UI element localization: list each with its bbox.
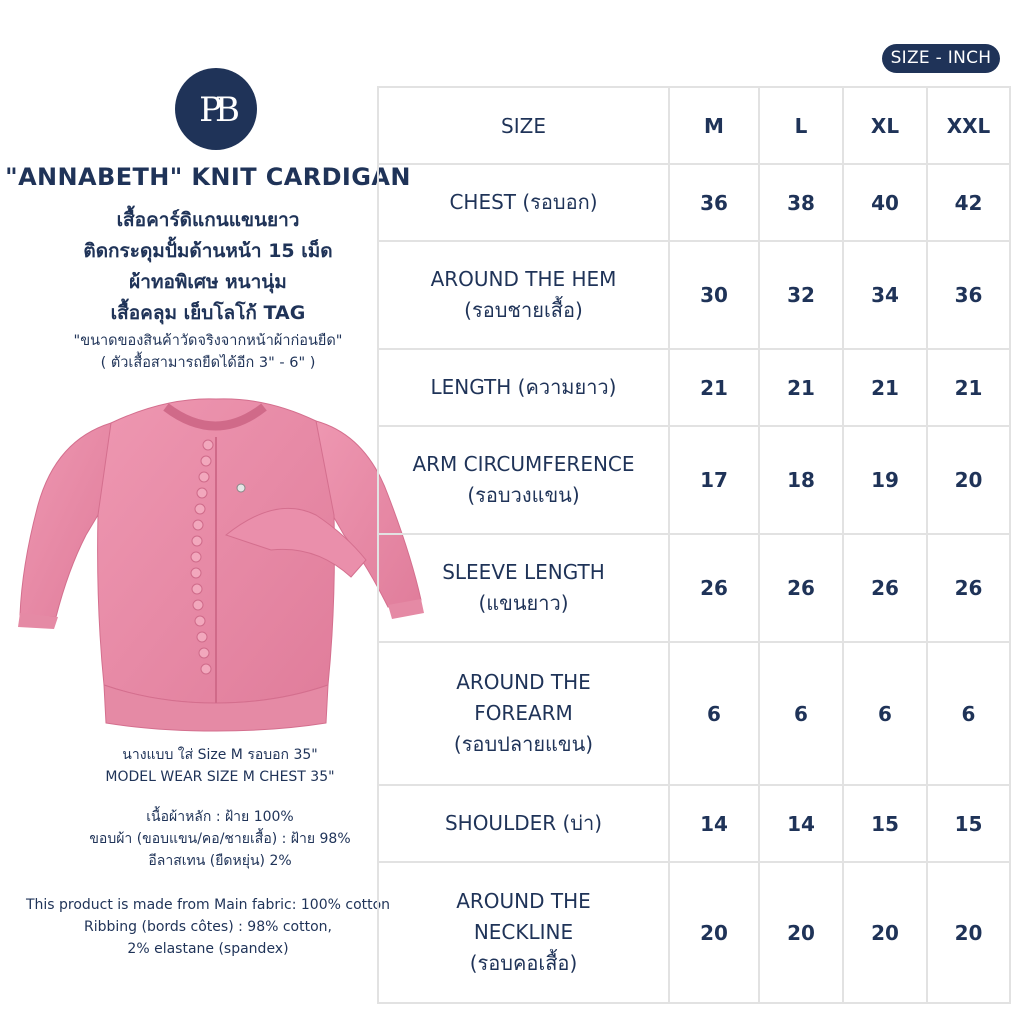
- measure-label: LENGTH (ความยาว): [378, 349, 669, 426]
- fabric-line: ขอบผ้า (ขอบแขน/คอ/ชายเสื้อ) : ฝ้าย 98%: [89, 831, 351, 847]
- model-info-line: นางแบบ ใส่ Size M รอบอก 35": [122, 747, 318, 763]
- table-cell: 38: [759, 164, 843, 241]
- table-cell: 26: [843, 534, 927, 642]
- table-cell: 17: [669, 426, 759, 534]
- fabric-line: 2% elastane (spandex): [127, 941, 289, 957]
- table-cell: 21: [669, 349, 759, 426]
- description-line: ติดกระดุมปั้มด้านหน้า 15 เม็ด: [83, 240, 333, 262]
- fabric-info-english: [0, 894, 416, 960]
- table-cell: 34: [843, 241, 927, 349]
- table-cell: 20: [843, 862, 927, 1003]
- table-cell: 21: [843, 349, 927, 426]
- table-cell: 20: [669, 862, 759, 1003]
- table-cell: 6: [759, 642, 843, 785]
- product-photo: [16, 385, 424, 735]
- table-cell: 26: [669, 534, 759, 642]
- description-line: เสื้อคลุม เย็บโลโก้ TAG: [110, 302, 306, 324]
- table-cell: 20: [759, 862, 843, 1003]
- table-cell: 26: [759, 534, 843, 642]
- table-cell: 30: [669, 241, 759, 349]
- unit-badge: SIZE - INCH: [882, 44, 1000, 73]
- size-chart-table: [377, 86, 1011, 1004]
- description-line: เสื้อคาร์ดิแกนแขนยาว: [116, 209, 300, 231]
- table-row: [378, 426, 1010, 534]
- table-cell: 32: [759, 241, 843, 349]
- table-header-row: [378, 87, 1010, 164]
- model-info: [0, 744, 440, 788]
- table-cell: 15: [927, 785, 1010, 862]
- product-title: "ANNABETH" KNIT CARDIGAN: [5, 163, 411, 191]
- table-row: [378, 862, 1010, 1003]
- fabric-line: Ribbing (bords côtes) : 98% cotton,: [84, 919, 332, 935]
- table-cell: 6: [927, 642, 1010, 785]
- table-row: [378, 785, 1010, 862]
- brand-logo-mark: [186, 81, 246, 137]
- note-line: "ขนาดของสินค้าวัดจริงจากหน้าผ้าก่อนยืด": [73, 333, 343, 349]
- table-cell: 6: [669, 642, 759, 785]
- table-cell: 21: [927, 349, 1010, 426]
- table-cell: 42: [927, 164, 1010, 241]
- fabric-line: เนื้อผ้าหลัก : ฝ้าย 100%: [146, 809, 294, 825]
- table-cell: 19: [843, 426, 927, 534]
- fabric-line: อีลาสเทน (ยืดหยุ่น) 2%: [148, 853, 292, 869]
- table-cell: 14: [759, 785, 843, 862]
- table-cell: 36: [927, 241, 1010, 349]
- measure-label: CHEST (รอบอก): [378, 164, 669, 241]
- table-row: [378, 164, 1010, 241]
- table-cell: 6: [843, 642, 927, 785]
- table-cell: 26: [927, 534, 1010, 642]
- table-row: [378, 642, 1010, 785]
- table-cell: 14: [669, 785, 759, 862]
- header-size-l: L: [759, 87, 843, 164]
- table-cell: 21: [759, 349, 843, 426]
- header-size-xxl: XXL: [927, 87, 1010, 164]
- logo-tag: [237, 484, 245, 492]
- fabric-info-thai: [0, 806, 440, 872]
- header-size-xl: XL: [843, 87, 927, 164]
- left-sleeve: [20, 423, 111, 617]
- measure-label: AROUND THE FOREARM (รอบปลายแขน): [378, 642, 669, 785]
- table-cell: 20: [927, 862, 1010, 1003]
- brand-logo: [175, 68, 257, 150]
- table-row: [378, 349, 1010, 426]
- table-row: [378, 241, 1010, 349]
- table-cell: 40: [843, 164, 927, 241]
- logo-text: PB: [199, 90, 233, 130]
- measure-label: SLEEVE LENGTH (แขนยาว): [378, 534, 669, 642]
- measurement-note: [0, 330, 416, 374]
- table-row: [378, 534, 1010, 642]
- note-line: ( ตัวเสื้อสามารถยืดได้อีก 3" - 6" ): [100, 355, 316, 371]
- description-line: ผ้าทอพิเศษ หนานุ่ม: [129, 271, 287, 293]
- table-cell: 36: [669, 164, 759, 241]
- table-cell: 15: [843, 785, 927, 862]
- product-description: [0, 205, 416, 329]
- fabric-line: This product is made from Main fabric: 100% cotton: [25, 897, 391, 913]
- table-cell: 18: [759, 426, 843, 534]
- header-size-label: SIZE: [378, 87, 669, 164]
- header-size-m: M: [669, 87, 759, 164]
- model-info-line: MODEL WEAR SIZE M CHEST 35": [105, 769, 335, 785]
- table-cell: 20: [927, 426, 1010, 534]
- measure-label: AROUND THE HEM (รอบชายเสื้อ): [378, 241, 669, 349]
- measure-label: AROUND THE NECKLINE (รอบคอเสื้อ): [378, 862, 669, 1003]
- measure-label: SHOULDER (บ่า): [378, 785, 669, 862]
- measure-label: ARM CIRCUMFERENCE (รอบวงแขน): [378, 426, 669, 534]
